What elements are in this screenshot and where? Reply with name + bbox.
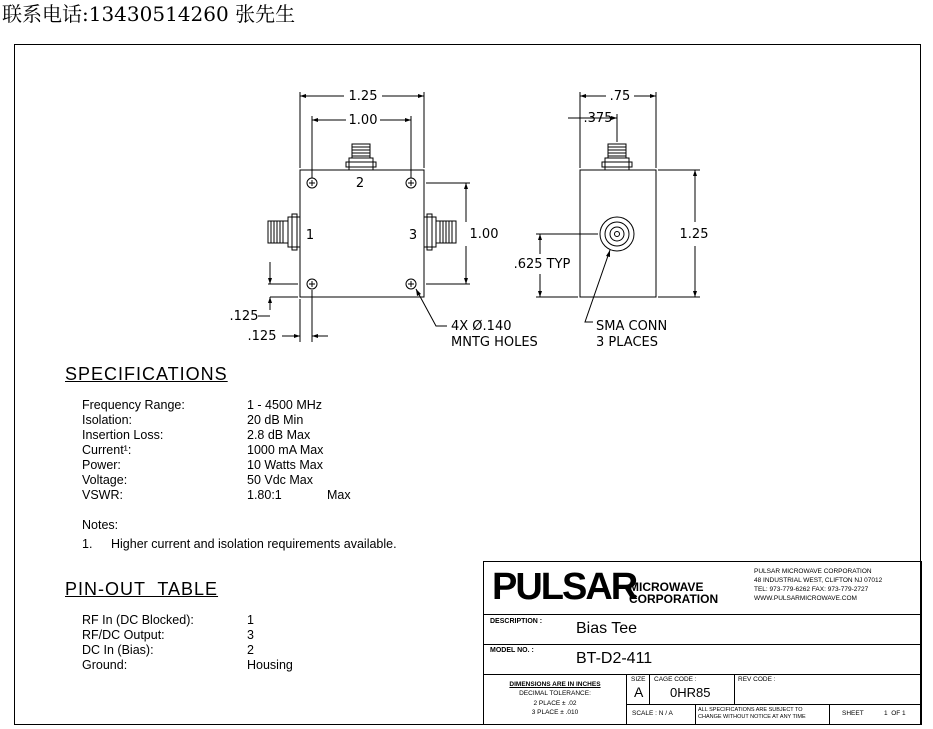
subject-line-1: ALL SPECIFICATIONS ARE SUBJECT TO [698,707,803,713]
contact-line: 联系电话:13430514260 张先生 [2,2,296,26]
divider [626,674,627,724]
divider [695,704,696,724]
spec-label: VSWR: [82,488,123,502]
spec-label: Frequency Range: [82,398,185,412]
spec-value: 1.80:1 [247,488,282,502]
holes-note-line-2: MNTG HOLES [451,335,538,350]
notes-heading: Notes: [82,518,119,532]
pinout-value: 3 [247,628,254,642]
dim-top-outer: 1.25 [348,89,378,104]
note-1-text: Higher current and isolation requirements available. [111,537,397,551]
spec-value: 10 Watts Max [247,458,323,472]
divider [484,614,921,615]
scale-label: SCALE : N / A [632,710,673,717]
pinout-label: Ground: [82,658,128,672]
dims-line-1: DIMENSIONS ARE IN INCHES [509,681,601,688]
spec-label: Isolation: [82,413,133,427]
spec-value: 20 dB Min [247,413,304,427]
divider [484,674,921,675]
pinout-label: RF/DC Output: [82,628,165,642]
side-dimension-lines [536,92,700,322]
pinout-value: 2 [247,643,254,657]
side-dim-typ: .625 TYP [513,257,571,272]
side-dim-width: .75 [609,89,631,104]
sheet-label: SHEET [842,710,864,717]
rev-label: REV CODE : [738,676,776,683]
model-value: BT-D2-411 [576,650,653,667]
dims-line-2: DECIMAL TOLERANCE: [519,690,591,697]
company-name: PULSAR MICROWAVE CORPORATION [754,568,872,575]
port-2-label: 2 [355,176,365,191]
dims-line-3: 2 PLACE ± .02 [533,700,577,707]
description-value: Bias Tee [576,620,638,637]
description-label: DESCRIPTION : [490,618,543,625]
divider [829,704,830,724]
spec-value: 1000 mA Max [247,443,324,457]
spec-value: 2.8 dB Max [247,428,311,442]
specifications-heading: SPECIFICATIONS [65,364,228,384]
pinout-label: RF In (DC Blocked): [82,613,194,627]
divider [626,704,921,705]
cage-value: 0HR85 [670,685,711,700]
spec-label: Current¹: [82,443,132,457]
spec-value: 1 - 4500 MHz [247,398,323,412]
subject-line-2: CHANGE WITHOUT NOTICE AT ANY TIME [698,714,806,720]
sheet-value: 1 OF 1 [884,710,906,717]
company-web: WWW.PULSARMICROWAVE.COM [754,595,857,602]
size-label: SIZE [631,676,646,683]
divider [484,644,921,645]
pinout-label: DC In (Bias): [82,643,154,657]
dims-line-4: 3 PLACE ± .010 [531,709,579,716]
pinout-heading: PIN-OUT TABLE [65,579,219,599]
note-1-number: 1. [82,537,93,551]
company-address: 48 INDUSTRIAL WEST, CLIFTON NJ 07012 [754,577,883,584]
dim-right-height: 1.00 [469,227,499,242]
right-connector [424,214,456,250]
dim-top-inner: 1.00 [348,113,378,128]
sma-note-line-1: SMA CONN [596,319,668,334]
spec-label: Power: [82,458,121,472]
pinout-table [82,613,402,675]
dim-bottom-vertical: .125 [229,309,259,324]
specifications-table [82,398,402,508]
spec-value: 50 Vdc Max [247,473,314,487]
mounting-holes [307,178,416,289]
holes-note-line-1: 4X Ø.140 [451,319,512,334]
title-block [483,561,922,725]
left-connector [268,214,300,250]
sma-note-line-2: 3 PLACES [596,335,658,350]
pinout-value: Housing [247,658,293,672]
pulsar-logo: PULSAR [492,566,637,608]
port-1-label: 1 [305,228,315,243]
side-dim-height: 1.25 [679,227,709,242]
side-sma-face [600,217,634,251]
company-tel: TEL: 973-779-6262 FAX: 973-779-2727 [754,586,869,593]
divider [734,674,735,704]
pinout-value: 1 [247,613,254,627]
spec-label: Voltage: [82,473,128,487]
spec-extra: Max [327,488,351,502]
logo-sub-corporation: CORPORATION [629,592,719,606]
port-3-label: 3 [408,228,418,243]
divider [649,674,650,704]
dim-bottom-horizontal: .125 [247,329,277,344]
spec-label: Insertion Loss: [82,428,164,442]
side-top-connector [602,144,632,170]
top-connector [346,144,376,170]
model-label: MODEL NO. : [490,647,534,654]
logo-sub-microwave: MICROWAVE [629,580,704,594]
front-dimension-arrows [268,94,468,338]
size-value: A [634,684,644,700]
side-dim-center: .375 [583,111,613,126]
cage-label: CAGE CODE : [654,676,697,683]
